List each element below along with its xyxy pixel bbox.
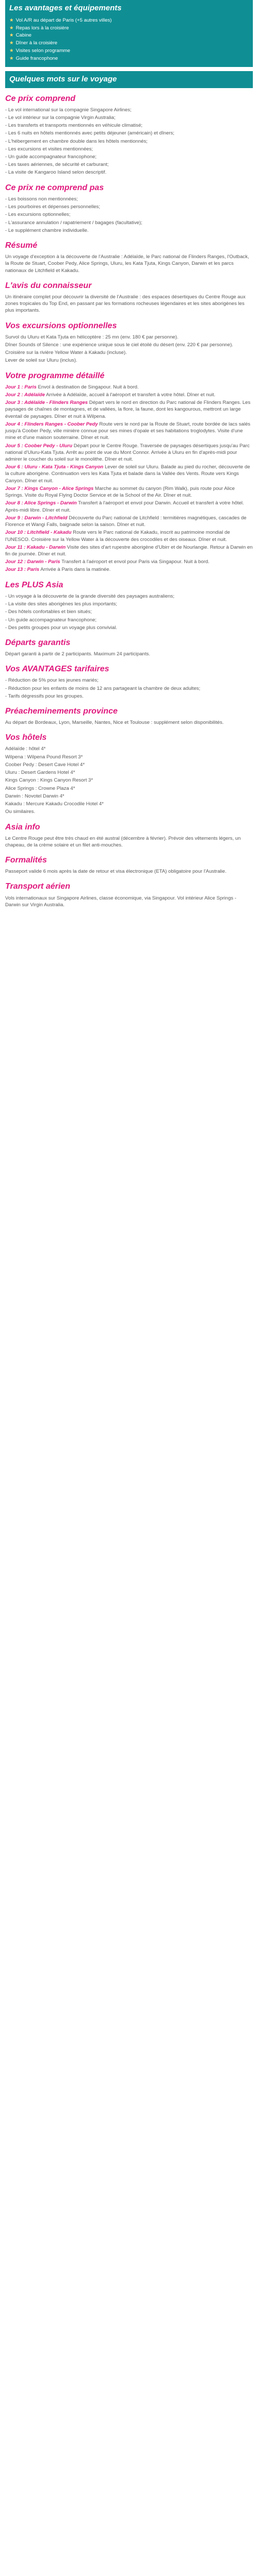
day-text: Départ vers le nord en direction du Parc national de Flinders Ranges. Les paysages de chaînes de montagnes, et de vallées, la flore, la faune, dont les kangourous, mettront un large éventail de paysages. Dîner et nuit à Wilpena. <box>5 400 251 419</box>
section-block <box>5 240 253 274</box>
section-block <box>5 822 253 849</box>
advantage-item: ★ Repas lors à la croisière <box>9 25 69 31</box>
section-block <box>5 855 253 875</box>
section-line: - Les excursions et visites mentionnées; <box>5 146 93 152</box>
section-line: - Un voyage à la découverte de la grande diversité des paysages australiens; <box>5 593 174 599</box>
day-item <box>5 392 253 398</box>
section-line: - Les pourboires et dépenses personnelles; <box>5 204 100 210</box>
advantages-list <box>5 16 253 67</box>
advantage-item: ★ Dîner à la croisière <box>9 40 58 46</box>
day-heading: Jour 5 : Coober Pedy - Uluru <box>5 443 73 449</box>
section-title: Résumé <box>5 241 38 250</box>
day-heading: Jour 6 : Uluru - Kata Tjuta - Kings Canyon <box>5 464 104 470</box>
day-text: Visite des sites d'art rupestre aborigène d'Ubirr et de Nourlangie. Retour à Darwin en fin de journée. Dîner et nuit. <box>5 544 253 557</box>
section-line: Adélaïde : hôtel 4* <box>5 746 46 752</box>
day-heading: Jour 4 : Flinders Ranges - Coober Pedy <box>5 421 98 427</box>
day-item <box>5 566 253 573</box>
section-line: Lever de soleil sur Uluru (inclus). <box>5 358 77 364</box>
bullet-icon: ★ <box>9 55 14 61</box>
section-line: - Les taxes aériennes, de sécurité et carburant; <box>5 162 109 168</box>
day-text: Route vers le Parc national de Kakadu, inscrit au patrimoine mondial de l'UNESCO. Croisière sur la Yellow Water à la découverte des crocodiles et des oiseaux. Dîner et nuit. <box>5 530 230 543</box>
section-line: - La visite des sites aborigènes les plus importants; <box>5 601 118 607</box>
day-item <box>5 399 253 420</box>
section-title: Préacheminements province <box>5 707 118 716</box>
day-item <box>5 443 253 463</box>
section-line: Alice Springs : Crowne Plaza 4* <box>5 785 75 791</box>
section-line: Ou similaires. <box>5 809 36 815</box>
section-line: - Le supplément chambre individuelle. <box>5 227 89 233</box>
section-title: Asia info <box>5 822 40 832</box>
day-heading: Jour 13 : Paris <box>5 567 40 573</box>
section-line: Un voyage d'exception à la découverte de l'Australie : Adélaïde, le Parc national de Flinders Ranges, l'Outback, la Route de Stuart, Coober Pedy, Alice Springs, Uluru, les Kata Tjuta, Kings Canyon, Darwin et les parcs nationaux de Litchfield et Kakadu. <box>5 254 249 274</box>
day-item <box>5 558 253 565</box>
day-heading: Jour 12 : Darwin - Paris <box>5 559 60 565</box>
section-line: - Un guide accompagnateur francophone; <box>5 617 97 623</box>
section-line: - L'hébergement en chambre double dans les hôtels mentionnés; <box>5 138 148 144</box>
section-line: - Le vol international sur la compagnie Singapore Airlines; <box>5 107 132 113</box>
day-item <box>5 464 253 484</box>
day-item <box>5 500 253 513</box>
section-line: - Les 6 nuits en hôtels mentionnés avec petits déjeuner (américain) et dîners; <box>5 130 174 137</box>
trip-overview-banner: Quelques mots sur le voyage <box>5 71 253 88</box>
day-text: Arrivée à Paris dans la matinée. <box>40 567 111 573</box>
section-line: - Le vol intérieur sur la compagnie Virgin Australia; <box>5 114 116 121</box>
section-block <box>5 370 253 573</box>
day-text: Découverte du Parc national de Litchfield : termitières magnétiques, cascades de Florence et Wangi Falls, baignade selon la saison. Dîner et nuit. <box>5 515 247 528</box>
section-line: Survol du Uluru et Kata Tjuta en hélicoptère : 25 mn (env. 180 € par personne). <box>5 334 179 340</box>
bullet-icon: ★ <box>9 25 14 31</box>
day-text: Envol à destination de Singapour. Nuit à bord. <box>38 384 139 390</box>
day-item <box>5 421 253 442</box>
day-item <box>5 544 253 557</box>
section-title: Vos excursions optionnelles <box>5 321 117 330</box>
advantage-item: ★ Visites selon programme <box>9 48 71 54</box>
section-title: Ce prix ne comprend pas <box>5 183 104 192</box>
section-block <box>5 732 253 815</box>
section-block <box>5 637 253 657</box>
section-line: Darwin : Novotel Darwin 4* <box>5 793 64 799</box>
section-line: - Tarifs dégressifs pour les groupes. <box>5 693 84 699</box>
section-block <box>5 280 253 314</box>
section-line: Wilpena : Wilpena Pound Resort 3* <box>5 754 83 760</box>
advantages-title: Les avantages et équipements <box>9 4 122 12</box>
section-line: - Réduction de 5% pour les jeunes mariés; <box>5 677 99 684</box>
day-text: Route vers le nord par la Route de Stuart, route bordée de lacs salés jusqu'à Coober Pedy, ville minière connue pour ses mines d'opale et ses habitations troglodytes. Visite d'une mine et d'une maison souterraine. Dîner et nuit. <box>5 421 251 441</box>
section-line: Départ garanti à partir de 2 participants. Maximum 24 participants. <box>5 651 151 657</box>
section-block <box>5 580 253 631</box>
day-heading: Jour 9 : Darwin - Litchfield <box>5 515 68 521</box>
section-line: - Des hôtels confortables et bien situés; <box>5 609 92 615</box>
section-title: Vos AVANTAGES tarifaires <box>5 665 109 674</box>
section-line: - Des petits groupes pour un voyage plus convivial. <box>5 624 118 631</box>
section-line: - Réduction pour les enfants de moins de 12 ans partageant la chambre de deux adultes; <box>5 685 201 691</box>
advantage-item: ★ Guide francophone <box>9 55 58 61</box>
section-line: - L'assurance annulation / rapatriement / bagages (facultative); <box>5 219 142 226</box>
day-item <box>5 529 253 543</box>
section-block <box>5 664 253 700</box>
section-title: Transport aérien <box>5 882 70 891</box>
section-line: Vols internationaux sur Singapore Airlines, classe économique, via Singapour. Vol intérieur Alice Springs - Darwin sur Virgin Australia. <box>5 895 236 908</box>
day-heading: Jour 2 : Adélaïde <box>5 392 45 398</box>
day-text: Transfert à l'aéroport et envol pour Paris via Singapour. Nuit à bord. <box>61 559 209 565</box>
section-line: - Les transferts et transports mentionnés en véhicule climatisé; <box>5 123 143 129</box>
section-line: Au départ de Bordeaux, Lyon, Marseille, Nantes, Nice et Toulouse : supplément selon disponibilités. <box>5 720 224 726</box>
section-title: Votre programme détaillé <box>5 371 105 380</box>
day-heading: Jour 7 : Kings Canyon - Alice Springs <box>5 485 94 492</box>
section-line: Un itinéraire complet pour découvrir la diversité de l'Australie : des espaces désertiques du Centre Rouge aux zones tropicales du Top End, en passant par les formations rocheuses légendaires et les sites aborigènes les plus importants. <box>5 294 246 314</box>
section-title: Vos hôtels <box>5 733 47 742</box>
day-heading: Jour 8 : Alice Springs - Darwin <box>5 500 77 506</box>
day-item <box>5 515 253 528</box>
day-text: Transfert à l'aéroport et envol pour Darwin. Accueil et transfert à votre hôtel. Après-midi libre. Dîner et nuit. <box>5 500 244 513</box>
section-line: Passeport valide 6 mois après la date de retour et visa électronique (ETA) obligatoire pour l'Australie. <box>5 869 227 875</box>
section-title: Ce prix comprend <box>5 94 76 103</box>
bullet-icon: ★ <box>9 48 14 54</box>
bullet-icon: ★ <box>9 17 14 23</box>
day-item <box>5 485 253 499</box>
day-text: Arrivée à Adélaïde, accueil à l'aéroport et transfert à votre hôtel. Dîner et nuit. <box>46 392 216 398</box>
section-line: - Les boissons non mentionnées; <box>5 196 78 202</box>
section-line: - Les excursions optionnelles; <box>5 212 71 218</box>
day-text: Lever de soleil sur Uluru. Balade au pied du rocher, découverte de la culture aborigène. Continuation vers les Kata Tjuta et balade dans la Vallée des Vents. Route vers Kings Canyon. Dîner et nuit. <box>5 464 250 484</box>
day-text: Marche au sommet du canyon (Rim Walk), puis route pour Alice Springs. Visite du Royal Flying Doctor Service et de la School of the Air. Dîner et nuit. <box>5 485 235 499</box>
section-title: L'avis du connaisseur <box>5 281 92 290</box>
day-item <box>5 384 253 391</box>
section-line: - La visite de Kangaroo Island selon descriptif. <box>5 170 107 176</box>
section-block <box>5 706 253 726</box>
section-block <box>5 182 253 234</box>
section-line: Croisière sur la rivière Yellow Water à Kakadu (incluse). <box>5 350 127 356</box>
day-text: Départ pour le Centre Rouge. Traversée de paysages désertiques jusqu'au Parc national d'Uluru-Kata Tjuta. Arrêt au point de vue du Mont Connor. Arrivée à Uluru en fin d'après-midi pour admirer le coucher du soleil sur le monolithe. Dîner et nuit. <box>5 443 250 462</box>
section-line: Dîner Sounds of Silence : une expérience unique sous le ciel étoilé du désert (env. 220 € par personne). <box>5 342 233 348</box>
section-title: Départs garantis <box>5 638 71 647</box>
section-line: Uluru : Desert Gardens Hotel 4* <box>5 770 75 776</box>
sections-container <box>5 93 253 908</box>
bullet-icon: ★ <box>9 40 14 46</box>
section-block <box>5 881 253 908</box>
page <box>0 0 258 908</box>
section-block <box>5 320 253 364</box>
advantages-panel <box>5 0 253 67</box>
day-heading: Jour 11 : Kakadu - Darwin <box>5 544 66 550</box>
day-heading: Jour 10 : Litchfield - Kakadu <box>5 530 72 536</box>
section-line: Kakadu : Mercure Kakadu Crocodile Hotel 4* <box>5 801 104 807</box>
bullet-icon: ★ <box>9 32 14 39</box>
section-title: Formalités <box>5 856 47 865</box>
section-block <box>5 93 253 176</box>
advantage-item: ★ Cabine <box>9 32 32 39</box>
section-line: Kings Canyon : Kings Canyon Resort 3* <box>5 777 93 784</box>
section-line: Le Centre Rouge peut être très chaud en été austral (décembre à février). Prévoir des vêtements légers, un chapeau, de la crème solaire et un filet anti-mouches. <box>5 835 241 848</box>
section-title: Les PLUS Asia <box>5 580 63 589</box>
section-line: Coober Pedy : Desert Cave Hotel 4* <box>5 761 85 768</box>
section-line: - Un guide accompagnateur francophone; <box>5 154 97 160</box>
advantage-item: ★ Vol A/R au départ de Paris (+5 autres villes) <box>9 17 112 23</box>
day-heading: Jour 3 : Adélaïde - Flinders Ranges <box>5 400 88 406</box>
day-heading: Jour 1 : Paris <box>5 384 37 390</box>
